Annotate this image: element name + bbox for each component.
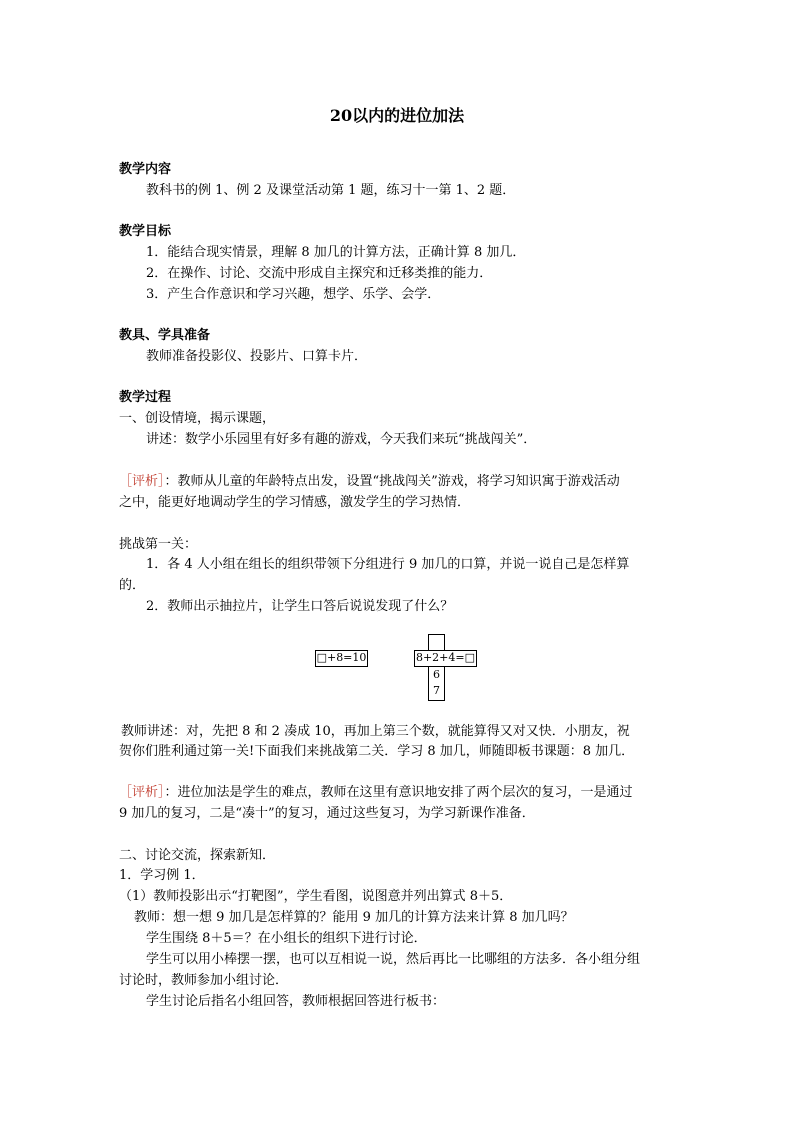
analysis-1-line-1: ［评析］：教师从儿童的年龄特点出发，设置“挑战闯关”游戏，将学习知识寓于游戏活动 xyxy=(119,474,620,489)
card-value-6: 6 xyxy=(433,668,440,681)
paragraph-2: 教师：想一想 9 加几是怎样算的？能用 9 加几的计算方法来计算 8 加几吗？ xyxy=(134,910,574,925)
section-heading-process: 教学过程 xyxy=(119,390,172,405)
content-text: 教科书的例 1、例 2 及课堂活动第 1 题，练习十一第 1、2 题． xyxy=(146,183,516,198)
analysis-1-line-2: 之中，能更好地调动学生的学习情感，激发学生的学习热情． xyxy=(119,495,471,510)
section-heading-content: 教学内容 xyxy=(119,162,172,177)
paragraph-4-line-1: 学生可以用小棒摆一摆，也可以互相说一说，然后再比一比哪组的方法多．各小组分组 xyxy=(146,952,641,967)
card-right: 8+2+4=□ xyxy=(414,650,477,667)
learn-example-1: 1．学习例 1． xyxy=(119,868,205,883)
section-heading-materials: 教具、学具准备 xyxy=(119,328,211,343)
challenge-1-title: 挑战第一关： xyxy=(119,537,198,552)
step-1-title: 一、创设情境，揭示课题， xyxy=(119,411,276,426)
challenge-1-item-2: 2．教师出示抽拉片，让学生口答后说说发现了什么？ xyxy=(146,599,454,614)
paragraph-5: 学生讨论后指名小组回答，教师根据回答进行板书： xyxy=(146,994,446,1009)
card-value-7: 7 xyxy=(433,684,440,697)
card-vertical-strip xyxy=(428,666,445,701)
paragraph-3: 学生围绕 8＋5＝？在小组长的组织下进行讨论． xyxy=(146,931,427,946)
section-heading-objectives: 教学目标 xyxy=(119,224,172,239)
analysis-tag: ［评析］ xyxy=(119,474,165,489)
page-title: 20以内的进位加法 xyxy=(329,106,465,125)
talk-text: 讲述：数学小乐园里有好多有趣的游戏，今天我们来玩“挑战闯关”． xyxy=(146,432,537,447)
materials-text: 教师准备投影仪、投影片、口算卡片． xyxy=(146,349,368,364)
analysis-2-line-1: ［评析］：进位加法是学生的难点，教师在这里有意识地安排了两个层次的复习，一是通过 xyxy=(119,785,633,800)
card-left: □+8=10 xyxy=(315,650,368,667)
objective-item-3: 3．产生合作意识和学习兴趣，想学、乐学、会学． xyxy=(146,287,441,302)
analysis-2-line-2: 9 加几的复习，二是“凑十”的复习，通过这些复习，为学习新课作准备． xyxy=(119,806,535,821)
card-top-blank xyxy=(428,634,445,651)
analysis-tag: ［评析］ xyxy=(119,785,165,800)
paragraph-1: （1）教师投影出示“打靶图”，学生看图，说图意并列出算式 8＋5． xyxy=(119,889,513,904)
step-2-title: 二、讨论交流，探索新知． xyxy=(119,848,276,863)
challenge-1-item-1-cont: 的． xyxy=(119,578,146,593)
paragraph-4-line-2: 讨论时，教师参加小组讨论． xyxy=(119,973,289,988)
teacher-line-2: 贺你们胜利通过第一关!下面我们来挑战第二关．学习 8 加几，师随即板书课题：8 加几． xyxy=(119,744,635,759)
teacher-line-1: 教师讲述：对，先把 8 和 2 凑成 10，再加上第三个数，就能算得又对又快．小朋友，祝 xyxy=(121,724,630,739)
objective-item-2: 2．在操作、讨论、交流中形成自主探究和迁移类推的能力． xyxy=(146,266,493,281)
objective-item-1: 1．能结合现实情景，理解 8 加几的计算方法，正确计算 8 加几． xyxy=(146,245,526,260)
challenge-1-item-1: 1．各 4 人小组在组长的组织带领下分组进行 9 加几的口算，并说一说自己是怎样算 xyxy=(146,557,630,572)
